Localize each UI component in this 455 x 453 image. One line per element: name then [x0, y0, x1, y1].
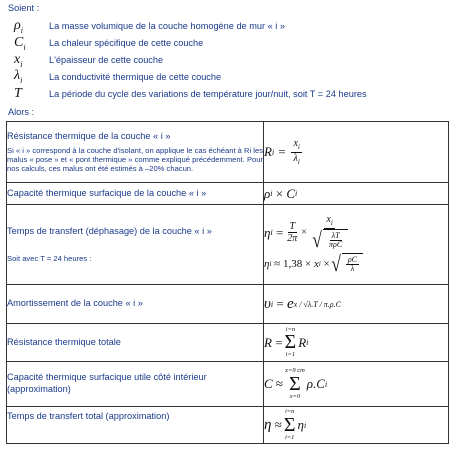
table-row-transfer-time	[7, 205, 449, 285]
formula-r-total: R = i=n Σ i=1 R i	[264, 325, 309, 358]
formula-cell	[264, 285, 449, 324]
formula-cell	[264, 362, 449, 407]
definition-rho	[14, 18, 367, 35]
row-label: Résistance thermique de la couche « i »	[7, 130, 171, 141]
row-label: Temps de transfert (déphasage) de la couche « i »	[7, 225, 212, 236]
label-cell: Capacité thermique surfacique utile côté intérieur (approximation)	[7, 362, 264, 407]
table-row-thermal-resistance	[7, 122, 449, 183]
formula-eta-approx: η i ≈ 1,38 × x i × √ $\frac{\rho C}{\lambda}$	[264, 253, 363, 275]
label-cell: Amortissement de la couche « i »	[7, 285, 264, 324]
formula-r-i: R i = $\frac{x_i}{\lambda_i}$	[264, 137, 300, 166]
alors-text: Alors :	[8, 107, 35, 117]
definition-x-text: L'épaisseur de cette couche	[49, 54, 164, 65]
sum-sigma-icon: i=n Σ i=1	[283, 408, 296, 441]
formula-eta-i: η i = $\frac{T}{2\pi}$ × $x_i$ √ $\frac{\lambda T}{\text{πρC}}$	[264, 214, 352, 251]
sum-sigma-icon: i=n Σ i=1	[284, 325, 297, 358]
table-row-total-transfer-time	[7, 407, 449, 444]
definitions-list	[14, 18, 367, 102]
label-cell: Résistance thermique totale	[7, 324, 264, 362]
definition-x	[14, 52, 367, 69]
symbol-c: $C_i$	[14, 34, 26, 52]
formula-upsilon: υ i = e x / √λ.T / π.ρ.C	[264, 295, 341, 312]
definition-lambda	[14, 68, 367, 85]
formula-eta-total: η ≈ i=n Σ i=1 η i	[264, 408, 307, 441]
label-cell: Capacité thermique surfacique de la couche « i »	[7, 183, 264, 205]
symbol-lambda: $\lambda_i$	[14, 68, 23, 86]
table-row-damping	[7, 285, 449, 324]
formula-cell	[264, 122, 449, 183]
formula-rho-c: ρ i × C i	[264, 185, 298, 201]
row-note: Soit avec T = 24 heures :	[7, 253, 92, 263]
formula-cell	[264, 324, 449, 362]
symbol-rho: $\rho_i$	[14, 18, 23, 35]
label-cell: Temps de transfert total (approximation)	[7, 407, 264, 444]
label-cell	[7, 205, 264, 285]
formula-cell	[264, 205, 449, 285]
symbol-x: $x_i$	[14, 51, 23, 69]
definition-t	[14, 85, 367, 102]
row-note: Si « i » correspond à la couche d'isolant, on applique le cas échéant à Ri les malus « pose » et « pont thermique » comme expliqué précédemment. Pour nos calculs, ces malus ont été estimés à –20% chacun.	[7, 145, 263, 173]
formula-cell	[264, 183, 449, 205]
symbol-t: T	[14, 85, 22, 101]
definition-c-text: La chaleur spécifique de cette couche	[49, 38, 204, 49]
intro-text: Soient :	[8, 3, 40, 13]
definition-t-text: La période du cycle des variations de température jour/nuit, soit T = 24 heures	[49, 88, 367, 99]
definition-c	[14, 35, 367, 52]
definition-rho-text: La masse volumique de la couche homogène de mur « i »	[49, 21, 285, 32]
table-row-surface-capacity	[7, 183, 449, 205]
formula-cell	[264, 407, 449, 444]
formula-table	[6, 121, 449, 444]
label-cell	[7, 122, 264, 183]
definition-lambda-text: La conductivité thermique de cette couche	[49, 71, 222, 82]
table-row-total-resistance	[7, 324, 449, 362]
table-row-useful-capacity	[7, 362, 449, 407]
formula-c-useful: C ≈ x=9 cm Σ x=0 ρ.C i	[264, 367, 328, 400]
sum-sigma-icon: x=9 cm Σ x=0	[285, 367, 305, 400]
